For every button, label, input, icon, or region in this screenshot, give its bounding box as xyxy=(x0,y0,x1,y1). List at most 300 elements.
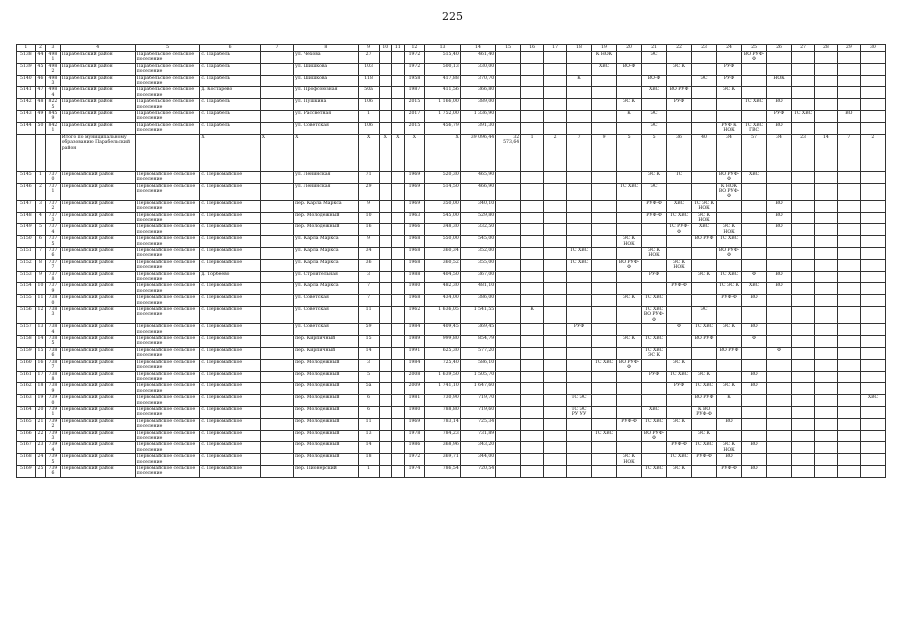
table-cell xyxy=(860,466,885,478)
table-cell: 550,00 xyxy=(425,236,460,248)
table-cell: К НОК ВО РУФ-Ф xyxy=(717,183,742,200)
table-row xyxy=(17,283,886,295)
table-cell: Парабельский район xyxy=(60,52,135,64)
table-cell xyxy=(792,52,815,64)
table-cell: 5164 xyxy=(17,406,36,418)
table-cell: с. Первомайское xyxy=(200,418,260,430)
table-cell: ТС xyxy=(667,171,692,183)
table-cell: 49 xyxy=(35,111,45,123)
table-cell xyxy=(767,406,792,418)
table-cell xyxy=(667,247,692,259)
table-cell xyxy=(837,75,860,87)
table-cell xyxy=(667,307,692,324)
table-cell xyxy=(642,359,667,371)
table-cell: 5 xyxy=(617,134,642,171)
table-cell: 6 xyxy=(358,395,379,407)
table-cell: 515,40 xyxy=(425,52,460,64)
table-row xyxy=(17,466,886,478)
table-cell xyxy=(767,307,792,324)
table-cell: 7388 xyxy=(46,371,61,383)
table-cell: Первомайский район xyxy=(60,171,135,183)
table-cell: 369,45 xyxy=(460,324,495,336)
table-cell: Первомайский район xyxy=(60,224,135,236)
table-cell xyxy=(392,307,405,324)
table-cell: 1 xyxy=(521,134,544,171)
table-cell xyxy=(260,442,293,454)
table-row xyxy=(17,183,886,200)
table-cell xyxy=(692,111,717,123)
table-cell: 1969 xyxy=(404,418,425,430)
table-cell xyxy=(860,406,885,418)
table-cell xyxy=(814,295,837,307)
table-cell: 18 xyxy=(35,383,45,395)
table-cell xyxy=(814,418,837,430)
table-cell: 1969 xyxy=(404,183,425,200)
table-cell: ЭС xyxy=(642,122,667,134)
table-cell xyxy=(521,395,544,407)
table-cell xyxy=(837,200,860,212)
table-cell: X xyxy=(358,134,379,171)
table-cell: Первомайское сельское поселение xyxy=(135,236,200,248)
table-cell xyxy=(837,359,860,371)
table-cell: ЭС К НОК xyxy=(617,454,642,466)
table-cell xyxy=(392,324,405,336)
table-cell: X xyxy=(294,134,359,171)
table-cell xyxy=(592,406,617,418)
table-cell xyxy=(642,383,667,395)
table-cell: ТС ХВС xyxy=(642,466,667,478)
table-cell: 27 xyxy=(358,52,379,64)
table-cell: 725,40 xyxy=(425,359,460,371)
table-cell: 57 xyxy=(742,134,767,171)
table-cell xyxy=(260,383,293,395)
table-cell: X xyxy=(200,134,260,171)
table-cell: РУФ-Ф xyxy=(642,200,667,212)
table-cell xyxy=(544,442,567,454)
table-cell xyxy=(792,259,815,271)
table-cell: 360,52 xyxy=(425,259,460,271)
table-cell: ТС ХВС xyxy=(667,454,692,466)
table-cell: 1 xyxy=(358,111,379,123)
table-cell: ул. Советская xyxy=(294,295,359,307)
table-cell xyxy=(837,236,860,248)
column-header: 24 xyxy=(717,45,742,52)
table-cell xyxy=(814,406,837,418)
table-cell xyxy=(767,236,792,248)
table-cell xyxy=(692,171,717,183)
table-cell xyxy=(767,295,792,307)
table-cell xyxy=(496,259,521,271)
column-header: 2 xyxy=(35,45,45,52)
table-cell xyxy=(392,336,405,348)
table-cell: ЭС К xyxy=(692,371,717,383)
table-cell xyxy=(814,247,837,259)
table-cell xyxy=(260,336,293,348)
table-cell xyxy=(379,371,392,383)
table-cell: 5141 xyxy=(17,87,36,99)
table-cell xyxy=(496,271,521,283)
table-cell: с. Первомайское xyxy=(200,212,260,224)
table-cell: 9 xyxy=(358,200,379,212)
table-cell: ХВС xyxy=(742,283,767,295)
table-cell xyxy=(792,212,815,224)
table-cell xyxy=(617,383,642,395)
table-cell xyxy=(379,236,392,248)
table-cell: Первомайское сельское поселение xyxy=(135,371,200,383)
table-cell xyxy=(837,122,860,134)
table-cell xyxy=(814,336,837,348)
table-cell xyxy=(742,200,767,212)
table-cell: ул. Карла Маркса xyxy=(294,236,359,248)
table-cell xyxy=(592,236,617,248)
table-cell: ул. Ленинская xyxy=(294,171,359,183)
table-cell xyxy=(260,171,293,183)
table-cell xyxy=(717,336,742,348)
table-cell: ХВС xyxy=(642,87,667,99)
table-cell: 7372 xyxy=(46,200,61,212)
table-cell xyxy=(742,75,767,87)
table-cell xyxy=(567,347,592,359)
table-cell xyxy=(617,171,642,183)
table-cell: 1 639,50 xyxy=(425,371,460,383)
table-row xyxy=(17,371,886,383)
table-cell: 367,00 xyxy=(460,271,495,283)
table-cell xyxy=(496,212,521,224)
table-cell: ВО xyxy=(767,212,792,224)
table-cell xyxy=(392,283,405,295)
table-row xyxy=(17,418,886,430)
table-cell: пер. Кирпичный xyxy=(294,347,359,359)
table-cell xyxy=(379,75,392,87)
table-cell xyxy=(379,406,392,418)
table-cell: Первомайское сельское поселение xyxy=(135,324,200,336)
table-cell: 344,00 xyxy=(460,454,495,466)
table-cell xyxy=(260,236,293,248)
table-cell: пер. Карла Маркса xyxy=(294,200,359,212)
table-cell xyxy=(392,406,405,418)
table-cell: ВО xyxy=(742,324,767,336)
table-cell xyxy=(792,236,815,248)
table-cell: пер. Молодежный xyxy=(294,442,359,454)
table-cell xyxy=(642,442,667,454)
table-cell xyxy=(860,283,885,295)
table-cell xyxy=(717,99,742,111)
table-cell: 14 xyxy=(35,336,45,348)
table-cell xyxy=(860,324,885,336)
table-cell xyxy=(544,212,567,224)
table-cell: 25 xyxy=(35,466,45,478)
table-cell: с. Первомайское xyxy=(200,466,260,478)
table-cell: ЭС xyxy=(642,183,667,200)
table-cell: 20 xyxy=(35,406,45,418)
table-cell xyxy=(767,418,792,430)
table-cell: ул. Советская xyxy=(294,122,359,134)
table-cell: ТС ЭС xyxy=(567,395,592,407)
column-header: 9 xyxy=(358,45,379,52)
table-cell: 5144 xyxy=(17,122,36,134)
table-cell: 2009 xyxy=(404,383,425,395)
table-cell: ХВС xyxy=(642,406,667,418)
table-cell: 46 xyxy=(35,75,45,87)
table-cell xyxy=(767,171,792,183)
table-cell xyxy=(814,430,837,442)
table-cell xyxy=(860,183,885,200)
table-cell xyxy=(692,122,717,134)
table-cell xyxy=(642,259,667,271)
table-cell: 7 xyxy=(567,134,592,171)
table-cell xyxy=(814,395,837,407)
table-cell xyxy=(521,271,544,283)
table-cell xyxy=(521,236,544,248)
table-cell xyxy=(392,183,405,200)
table-cell: ТС ХВС xyxy=(567,247,592,259)
table-cell xyxy=(521,171,544,183)
table-cell xyxy=(544,183,567,200)
table-cell: ВО РУФ xyxy=(692,336,717,348)
table-cell xyxy=(642,324,667,336)
table-cell xyxy=(742,247,767,259)
table-cell xyxy=(379,212,392,224)
table-cell xyxy=(717,200,742,212)
table-cell xyxy=(742,430,767,442)
table-cell: 7 xyxy=(358,295,379,307)
table-cell xyxy=(260,75,293,87)
table-cell xyxy=(792,200,815,212)
table-cell xyxy=(544,406,567,418)
table-cell xyxy=(521,295,544,307)
table-cell xyxy=(667,52,692,64)
table-cell: 5154 xyxy=(17,283,36,295)
table-cell: X xyxy=(260,134,293,171)
table-cell xyxy=(792,247,815,259)
table-cell: Первомайское сельское поселение xyxy=(135,359,200,371)
table-cell: Итого по муниципальному образованию Парабельский район xyxy=(60,134,135,171)
table-cell: РУФ xyxy=(667,383,692,395)
table-cell xyxy=(496,111,521,123)
table-cell xyxy=(767,395,792,407)
table-cell xyxy=(392,75,405,87)
table-cell xyxy=(692,359,717,371)
table-cell xyxy=(544,418,567,430)
table-cell: 5147 xyxy=(17,200,36,212)
table-cell xyxy=(717,259,742,271)
table-cell: Парабельское сельское поселение xyxy=(135,52,200,64)
table-row xyxy=(17,259,886,271)
table-cell: РУФ xyxy=(567,324,592,336)
table-cell: 23 xyxy=(35,442,45,454)
table-cell xyxy=(392,395,405,407)
table-cell: ЭС К xyxy=(617,295,642,307)
table-cell xyxy=(260,406,293,418)
table-cell: 854,79 xyxy=(460,336,495,348)
table-cell: 330,00 xyxy=(460,63,495,75)
table-cell: 5145 xyxy=(17,171,36,183)
table-cell xyxy=(496,442,521,454)
table-cell xyxy=(379,183,392,200)
table-cell: ул. Пушкина xyxy=(294,99,359,111)
table-cell xyxy=(617,430,642,442)
table-cell xyxy=(496,63,521,75)
table-cell xyxy=(642,63,667,75)
table-cell: ЭС К НОК xyxy=(667,259,692,271)
table-cell xyxy=(617,224,642,236)
table-cell: Первомайское сельское поселение xyxy=(135,406,200,418)
table-cell xyxy=(392,122,405,134)
table-cell xyxy=(837,283,860,295)
table-cell xyxy=(860,75,885,87)
table-cell xyxy=(742,454,767,466)
table-cell: ул. Рассветная xyxy=(294,111,359,123)
table-cell: 514,50 xyxy=(425,183,460,200)
table-cell xyxy=(567,430,592,442)
table-cell xyxy=(814,324,837,336)
table-cell xyxy=(392,466,405,478)
table-cell: 29 xyxy=(358,183,379,200)
table-cell: ВО xyxy=(717,418,742,430)
table-cell: 2015 xyxy=(404,99,425,111)
table-cell: 1972 xyxy=(404,63,425,75)
table-cell: с. Первомайское xyxy=(200,236,260,248)
table-cell: 1 741,10 xyxy=(425,383,460,395)
table-cell: ТС ЭС К xyxy=(717,283,742,295)
table-cell: 5138 xyxy=(17,52,36,64)
table-cell xyxy=(379,418,392,430)
table-cell: 1968 xyxy=(404,247,425,259)
table-cell xyxy=(814,259,837,271)
table-cell: Первомайский район xyxy=(60,336,135,348)
table-cell xyxy=(742,87,767,99)
table-cell xyxy=(667,111,692,123)
table-cell xyxy=(592,247,617,259)
table-cell: ЭС К НОК xyxy=(692,212,717,224)
table-cell: РУФ-Ф xyxy=(667,283,692,295)
column-header: 6 xyxy=(200,45,260,52)
table-cell: пер. Молодежный xyxy=(294,371,359,383)
table-cell xyxy=(544,236,567,248)
table-cell: Первомайское сельское поселение xyxy=(135,395,200,407)
table-cell xyxy=(617,406,642,418)
table-cell xyxy=(717,307,742,324)
table-cell: РУФ xyxy=(642,371,667,383)
table-cell: ЭС К НОК xyxy=(617,236,642,248)
table-cell: 23 xyxy=(792,134,815,171)
table-cell: Ф xyxy=(742,336,767,348)
table-cell: Первомайский район xyxy=(60,418,135,430)
table-cell xyxy=(667,395,692,407)
table-cell: ЭС К xyxy=(667,466,692,478)
table-cell xyxy=(260,111,293,123)
table-cell xyxy=(521,212,544,224)
table-cell: ВО xyxy=(767,99,792,111)
table-cell xyxy=(379,52,392,64)
table-cell: 350,00 xyxy=(425,200,460,212)
table-cell xyxy=(260,307,293,324)
table-cell: 1984 xyxy=(404,359,425,371)
table-cell xyxy=(544,383,567,395)
table-cell: ТС ХВС xyxy=(642,336,667,348)
table-cell xyxy=(46,134,61,171)
column-header: 30 xyxy=(860,45,885,52)
table-cell: X xyxy=(425,134,460,171)
table-cell xyxy=(742,259,767,271)
table-cell: 417,88 xyxy=(425,75,460,87)
table-cell: ЭС К xyxy=(667,63,692,75)
table-cell xyxy=(667,347,692,359)
table-cell xyxy=(544,454,567,466)
table-cell xyxy=(742,63,767,75)
table-cell: 7 xyxy=(358,283,379,295)
table-cell: X xyxy=(379,134,392,171)
table-cell: 17 xyxy=(35,371,45,383)
table-cell xyxy=(767,383,792,395)
table-cell xyxy=(860,247,885,259)
table-cell xyxy=(742,224,767,236)
table-cell: 1972 xyxy=(404,454,425,466)
table-cell: Первомайский район xyxy=(60,236,135,248)
table-cell: ВО xyxy=(742,371,767,383)
table-cell xyxy=(814,111,837,123)
table-cell: 7385 xyxy=(46,336,61,348)
table-cell: 5146 xyxy=(17,183,36,200)
table-cell: 783,14 xyxy=(425,418,460,430)
table-cell: ЭС xyxy=(692,307,717,324)
column-header: 5 xyxy=(135,45,200,52)
table-row xyxy=(17,383,886,395)
table-cell xyxy=(521,430,544,442)
table-cell xyxy=(567,99,592,111)
table-cell xyxy=(692,418,717,430)
table-cell: 343,20 xyxy=(460,442,495,454)
table-cell: 456,79 xyxy=(425,122,460,134)
table-cell: 1 xyxy=(35,171,45,183)
table-cell: 1974 xyxy=(404,466,425,478)
table-cell: 1 636,05 xyxy=(425,307,460,324)
table-cell: 1 336,90 xyxy=(460,111,495,123)
column-header: 28 xyxy=(814,45,837,52)
table-cell xyxy=(496,454,521,466)
table-cell: ул. Советская xyxy=(294,307,359,324)
table-cell xyxy=(642,236,667,248)
table-cell xyxy=(567,122,592,134)
table-cell: Первомайский район xyxy=(60,430,135,442)
table-cell xyxy=(860,111,885,123)
table-cell: 719,70 xyxy=(460,395,495,407)
table-cell: ВО xyxy=(742,383,767,395)
table-cell xyxy=(544,122,567,134)
table-cell: Первомайское сельское поселение xyxy=(135,336,200,348)
table-cell: 1969 xyxy=(404,200,425,212)
column-header: 19 xyxy=(592,45,617,52)
table-cell: 7393 xyxy=(46,430,61,442)
table-cell: 5 xyxy=(642,134,667,171)
table-cell xyxy=(860,52,885,64)
table-cell xyxy=(496,406,521,418)
table-cell xyxy=(544,283,567,295)
table-cell xyxy=(392,383,405,395)
table-cell: Парабельский район xyxy=(60,111,135,123)
table-cell: 1980 xyxy=(404,283,425,295)
table-cell xyxy=(860,224,885,236)
table-row xyxy=(17,454,886,466)
table-cell: ул. Чехова xyxy=(294,52,359,64)
table-cell: Первомайское сельское поселение xyxy=(135,295,200,307)
table-cell xyxy=(617,371,642,383)
table-cell: К xyxy=(567,75,592,87)
table-cell: ТС ХВС xyxy=(717,271,742,283)
table-cell xyxy=(717,359,742,371)
table-cell xyxy=(617,122,642,134)
table-cell xyxy=(792,442,815,454)
